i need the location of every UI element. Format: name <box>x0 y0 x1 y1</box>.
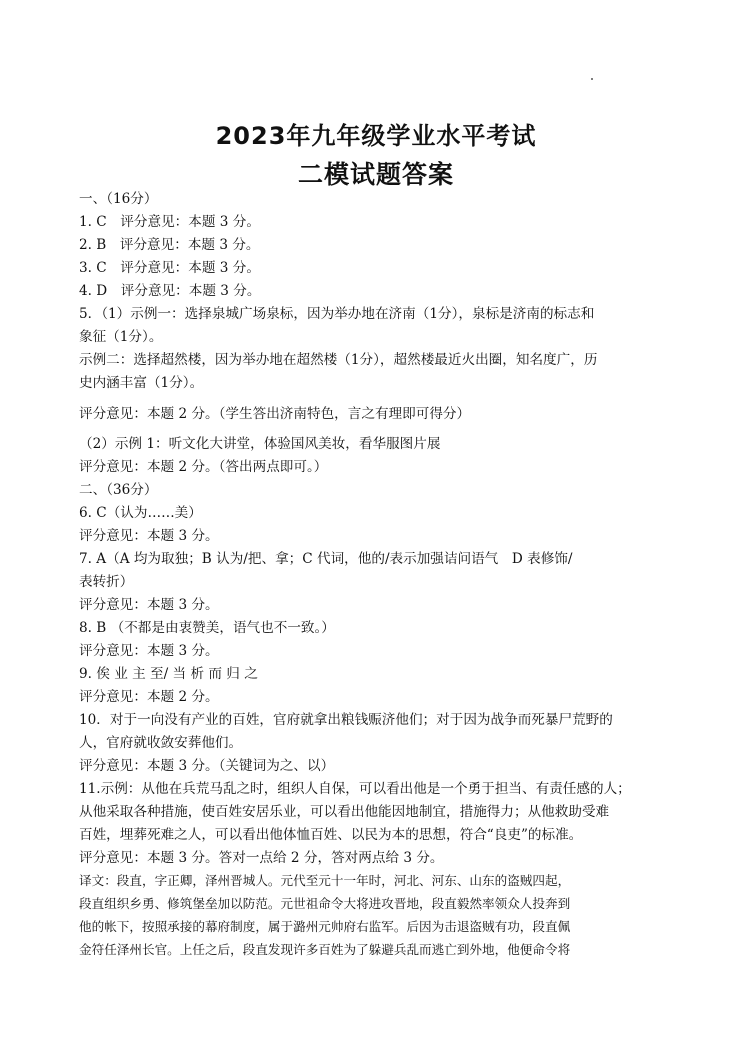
page-subtitle: 二模试题答案 <box>297 160 454 189</box>
scoring-note-q10: 评分意见：本题 3 分。（关键词为之、以） <box>79 758 335 774</box>
answer-line-q5-cont: 象征（1分）。 <box>79 329 163 345</box>
scoring-note-q9: 评分意见：本题 2 分。 <box>79 689 219 705</box>
answer-line-q10: 10．对于一向没有产业的百姓，官府就拿出粮钱赈济他们；对于因为战争而死暴尸荒野的 <box>79 712 613 728</box>
scoring-note-q6: 评分意见：本题 3 分。 <box>79 528 219 544</box>
section-2-heading: 二、（36分） <box>79 482 158 498</box>
section-1-heading: 一、（16分） <box>79 191 158 207</box>
scoring-note-q11: 评分意见：本题 3 分。答对一点给 2 分，答对两点给 3 分。 <box>79 850 444 866</box>
answer-line-q1: 1. C 评分意见：本题 3 分。 <box>79 214 260 230</box>
translation-line-3: 他的帐下，按照承接的幕府制度，属于潞州元帅府右监军。后因为击退盗贼有功，段直佩 <box>79 919 571 934</box>
answer-line-q8: 8. B （不都是由衷赞美，语气也不一致。） <box>79 620 335 636</box>
answer-line-q11-cont2: 百姓，埋葬死难之人，可以看出他体恤百姓、以民为本的思想，符合“良吏”的标准。 <box>79 827 583 843</box>
answer-line-q10-cont: 人，官府就收敛安葬他们。 <box>79 735 243 751</box>
scoring-note-q5-1: 评分意见：本题 2 分。（学生答出济南特色，言之有理即可得分） <box>79 406 471 422</box>
answer-line-q4: 4. D 评分意见：本题 3 分。 <box>79 283 261 299</box>
answer-line-q3: 3. C 评分意见：本题 3 分。 <box>79 260 260 276</box>
translation-line-4: 金符任泽州长官。上任之后，段直发现许多百姓为了躲避兵乱而逃亡到外地，他便命令将 <box>79 942 571 957</box>
answer-line-q11-cont1: 从他采取各种措施，使百姓安居乐业，可以看出他能因地制宜，措施得力；从他救助受难 <box>79 804 610 820</box>
answer-line-q9: 9. 俟 业 主 至/ 当 析 而 归 之 <box>79 666 258 682</box>
answer-line-q2: 2. B 评分意见：本题 3 分。 <box>79 237 260 253</box>
translation-line-2: 段直组织乡勇、修筑堡垒加以防范。元世祖命令大将进攻晋地，段直毅然率领众人投奔到 <box>79 896 571 911</box>
scan-speck <box>591 78 593 80</box>
answer-line-q5-example2: 示例二：选择超然楼，因为举办地在超然楼（1分），超然楼最近火出圈，知名度广，历 <box>79 352 598 368</box>
answer-line-q5-example2-cont: 史内涵丰富（1分）。 <box>79 375 204 391</box>
page-title: 2023年九年级学业水平考试 <box>215 122 537 150</box>
answer-line-q7-cont: 表转折） <box>79 574 134 590</box>
scoring-note-q5-2: 评分意见：本题 2 分。（答出两点即可。） <box>79 459 328 475</box>
answer-line-q5: 5．（1）示例一：选择泉城广场泉标，因为举办地在济南（1分），泉标是济南的标志和 <box>79 306 595 322</box>
translation-line-1: 译文：段直，字正卿，泽州晋城人。元代至元十一年时，河北、河东、山东的盗贼四起， <box>79 873 571 888</box>
answer-line-q7: 7. A（A 均为取独；B 认为/把、拿；C 代词，他的/表示加强诘问语气 D 表修饰/ <box>79 551 573 567</box>
answer-line-q6: 6. C（认为……美） <box>79 505 202 521</box>
answer-line-q5-2: （2）示例 1：听文化大讲堂，体验国风美妆，看华服图片展 <box>79 436 441 452</box>
scoring-note-q7: 评分意见：本题 3 分。 <box>79 597 219 613</box>
answer-line-q11: 11.示例：从他在兵荒马乱之时，组织人自保，可以看出他是一个勇于担当、有责任感的人； <box>79 781 631 797</box>
scoring-note-q8: 评分意见：本题 3 分。 <box>79 643 219 659</box>
